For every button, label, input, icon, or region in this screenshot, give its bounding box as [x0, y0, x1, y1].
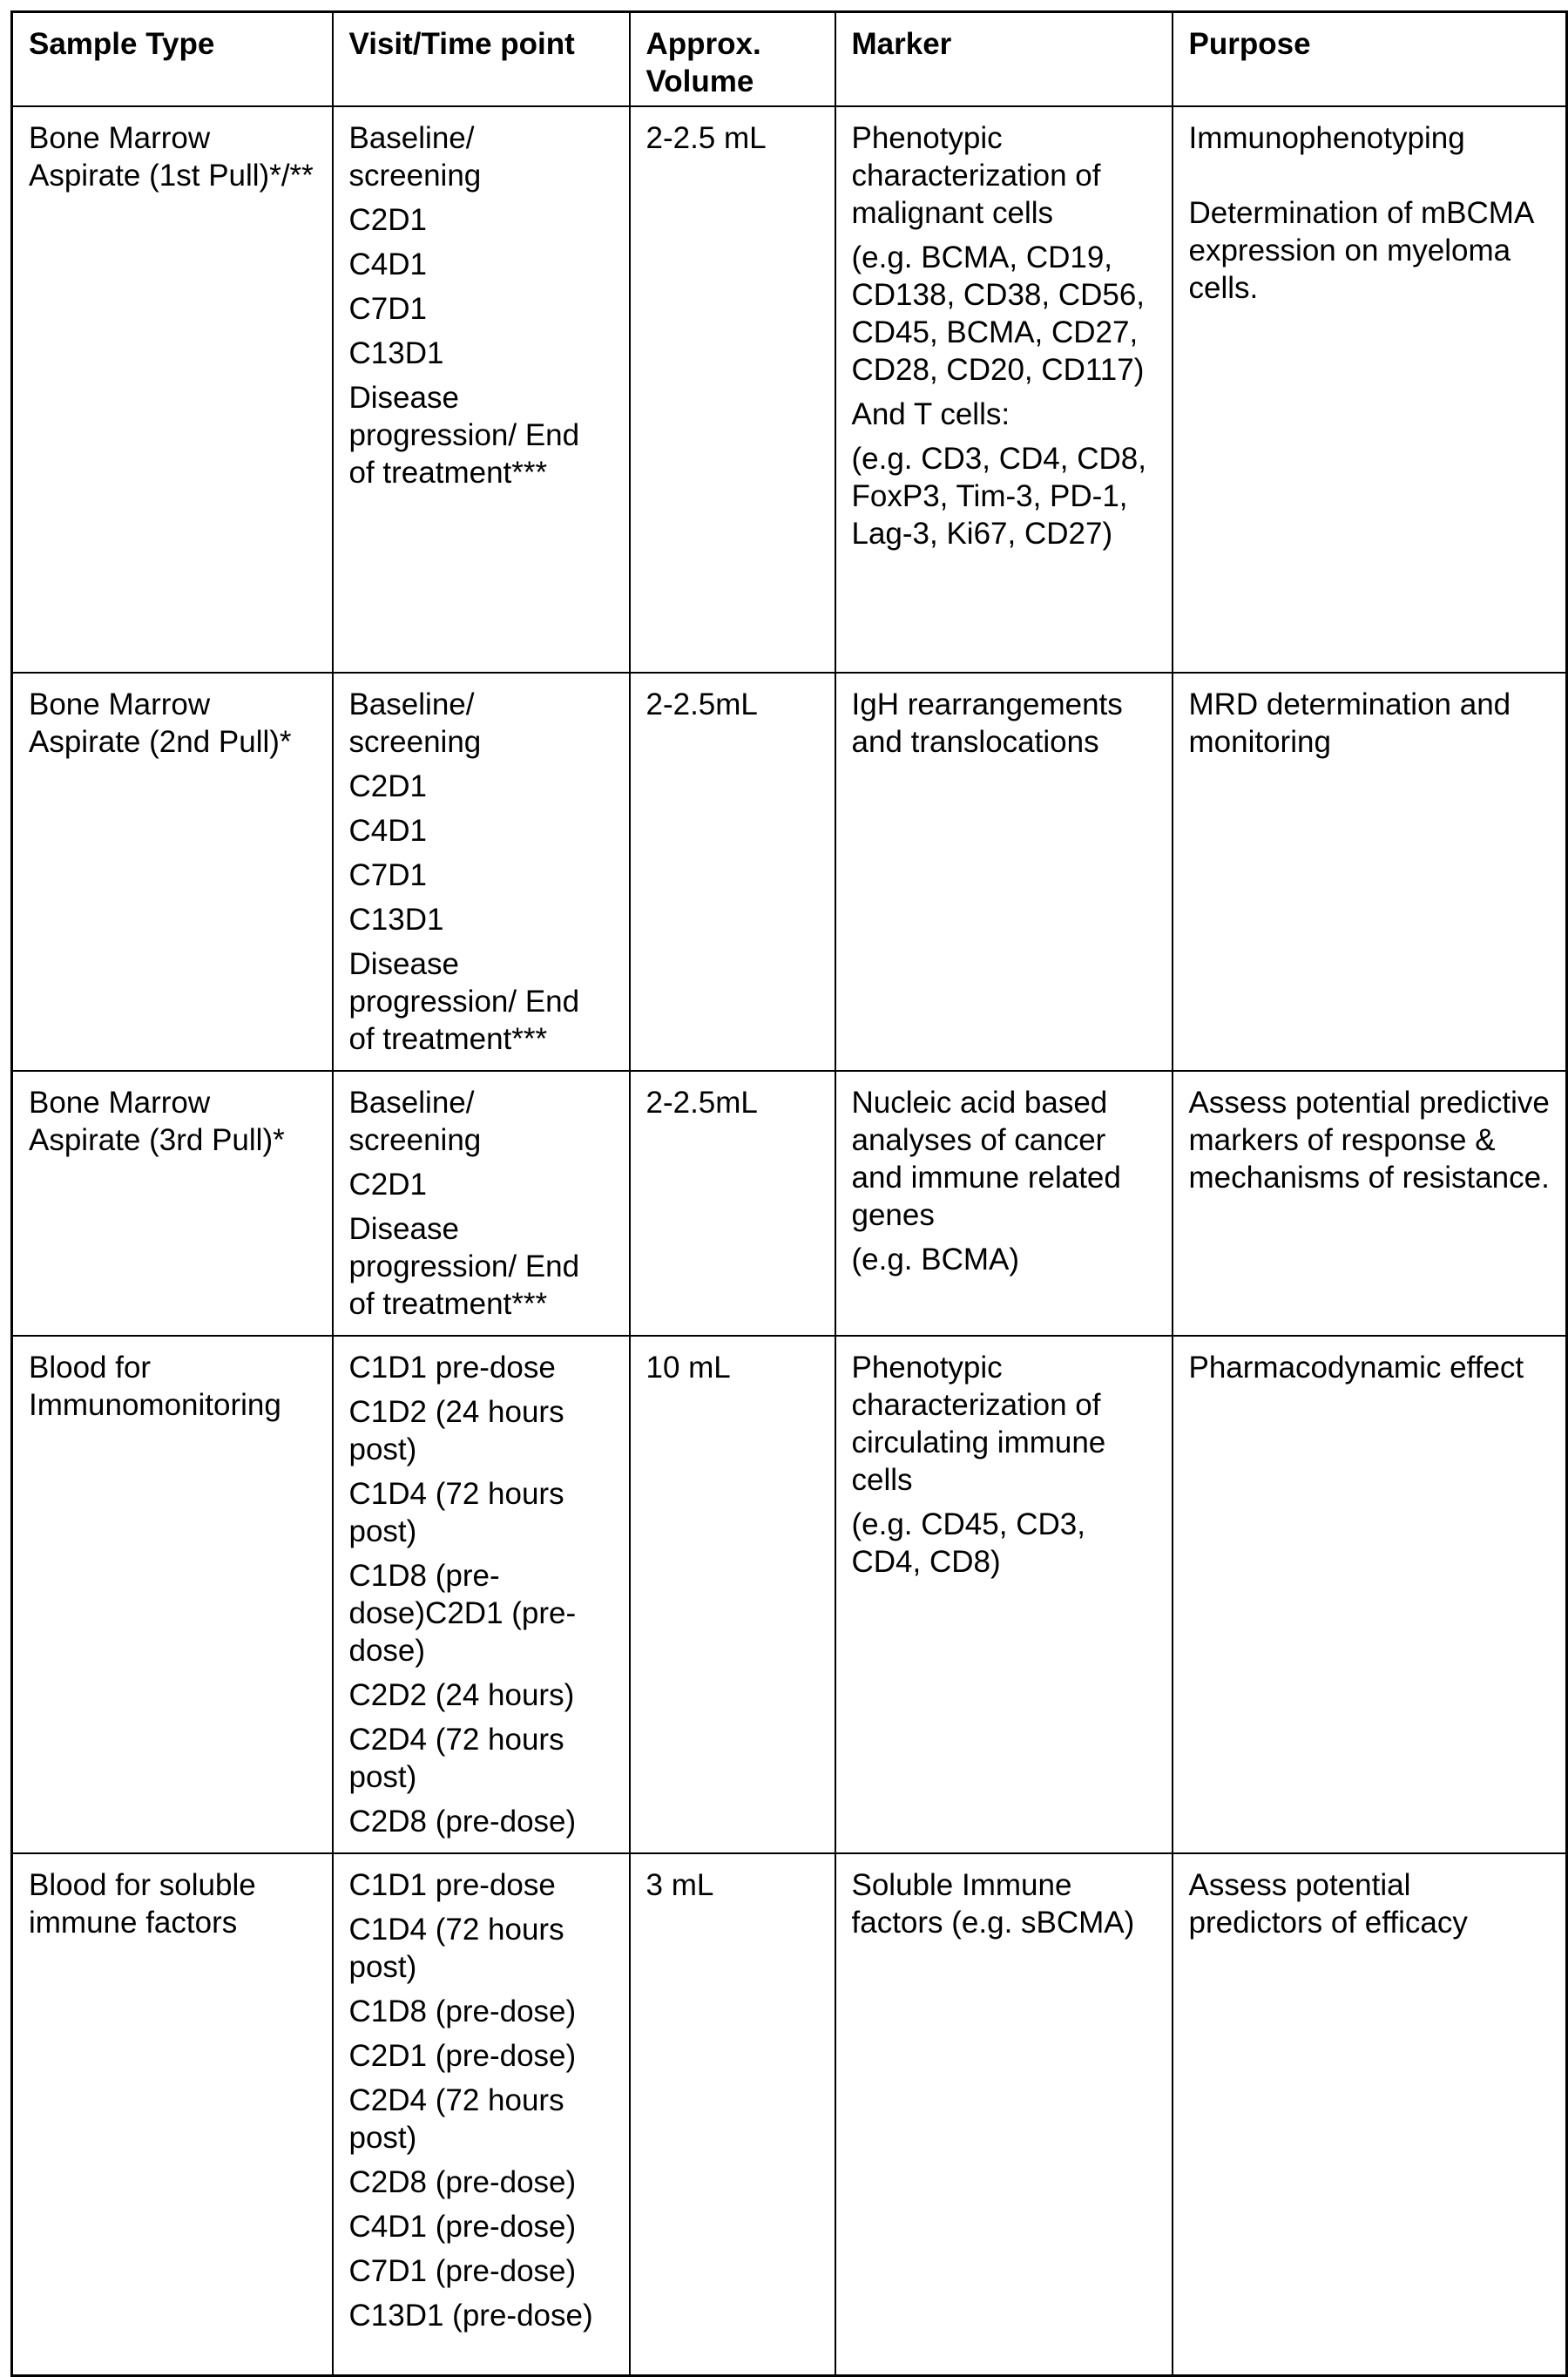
marker-cell [835, 1336, 1173, 1853]
visit-cell [333, 106, 630, 673]
visit-item: C7D1 (pre-dose) [349, 2252, 613, 2290]
visit-item: C1D1 pre-dose [349, 1349, 613, 1386]
marker-item: Phenotypic characterization of circulating immune cells [852, 1349, 1156, 1499]
purpose-cell [1173, 1853, 1567, 2375]
visit-item: C2D8 (pre-dose) [349, 1803, 613, 1840]
volume-cell [630, 1853, 835, 2375]
visit-cell [333, 1336, 630, 1853]
volume-cell [630, 1071, 835, 1336]
visit-item: C2D4 (72 hours post) [349, 1721, 613, 1796]
volume: 2-2.5 mL [646, 119, 819, 157]
sample-type: Bone Marrow Aspirate (1st Pull)*/** [29, 119, 316, 194]
header-purpose: Purpose [1173, 12, 1567, 107]
visit-item: Disease progression/ End of treatment*** [349, 379, 613, 491]
volume-cell [630, 106, 835, 673]
visit-item: C1D2 (24 hours post) [349, 1393, 613, 1468]
sample-type: Blood for Immunomonitoring [29, 1349, 316, 1424]
visit-item: C7D1 [349, 290, 613, 328]
marker-item: IgH rearrangements and translocations [852, 686, 1156, 761]
volume-cell [630, 673, 835, 1071]
marker-item: (e.g. BCMA, CD19, CD138, CD38, CD56, CD45, BCMA, CD27, CD28, CD20, CD117) [852, 239, 1156, 389]
sample-type-cell [12, 1853, 333, 2375]
purpose-item: MRD determination and monitoring [1189, 686, 1551, 761]
purpose-cell [1173, 1071, 1567, 1336]
volume: 2-2.5mL [646, 686, 819, 723]
visit-item: C4D1 [349, 812, 613, 850]
header-approx-volume: Approx. Volume [630, 12, 835, 107]
visit-item: C1D4 (72 hours post) [349, 1475, 613, 1550]
purpose-item: Determination of mBCMA expression on myeloma cells. [1189, 194, 1551, 307]
header-marker: Marker [835, 12, 1173, 107]
table-row [12, 1336, 1567, 1853]
visit-item: C13D1 (pre-dose) [349, 2297, 613, 2334]
visit-cell [333, 1853, 630, 2375]
visit-item: C2D1 [349, 1166, 613, 1203]
visit-item: C4D1 (pre-dose) [349, 2208, 613, 2245]
volume: 10 mL [646, 1349, 819, 1386]
purpose-cell [1173, 1336, 1567, 1853]
sample-type-cell [12, 1336, 333, 1853]
table-row [12, 106, 1567, 673]
marker-item: (e.g. CD3, CD4, CD8, FoxP3, Tim-3, PD-1, Lag-3, Ki67, CD27) [852, 440, 1156, 552]
table-row [12, 1853, 1567, 2375]
volume: 2-2.5mL [646, 1084, 819, 1121]
visit-item: C1D8 (pre-dose) [349, 1993, 613, 2030]
marker-cell [835, 1853, 1173, 2375]
visit-item: C2D4 (72 hours post) [349, 2082, 613, 2157]
purpose-item: Assess potential predictors of efficacy [1189, 1866, 1551, 1941]
marker-item: Soluble Immune factors (e.g. sBCMA) [852, 1866, 1156, 1941]
visit-item: C2D8 (pre-dose) [349, 2164, 613, 2201]
table-row [12, 1071, 1567, 1336]
sample-type-cell [12, 673, 333, 1071]
purpose-item: Pharmacodynamic effect [1189, 1349, 1551, 1386]
visit-item: C2D1 [349, 201, 613, 239]
visit-item: Baseline/ screening [349, 119, 613, 194]
sample-type: Bone Marrow Aspirate (3rd Pull)* [29, 1084, 316, 1159]
sample-type-cell [12, 106, 333, 673]
visit-item: C4D1 [349, 246, 613, 283]
visit-item: C7D1 [349, 857, 613, 894]
visit-item: C2D2 (24 hours) [349, 1676, 613, 1714]
marker-cell [835, 673, 1173, 1071]
marker-cell [835, 106, 1173, 673]
header-row [12, 12, 1567, 107]
visit-item: C13D1 [349, 335, 613, 372]
table-row [12, 673, 1567, 1071]
header-visit-time-point: Visit/Time point [333, 12, 630, 107]
visit-item: C13D1 [349, 901, 613, 938]
marker-item: Phenotypic characterization of malignant cells [852, 119, 1156, 232]
visit-cell [333, 1071, 630, 1336]
header-sample-type: Sample Type [12, 12, 333, 107]
sample-collection-table [10, 10, 1568, 2377]
marker-item: Nucleic acid based analyses of cancer and immune related genes [852, 1084, 1156, 1234]
purpose-item: Assess potential predictive markers of response & mechanisms of resistance. [1189, 1084, 1551, 1196]
visit-item: Baseline/ screening [349, 686, 613, 761]
sample-type: Blood for soluble immune factors [29, 1866, 316, 1941]
visit-item: C2D1 (pre-dose) [349, 2037, 613, 2075]
visit-item: C1D4 (72 hours post) [349, 1911, 613, 1986]
visit-item: C1D8 (pre-dose)C2D1 (pre-dose) [349, 1557, 613, 1669]
purpose-cell [1173, 673, 1567, 1071]
marker-item: And T cells: [852, 396, 1156, 433]
marker-item: (e.g. CD45, CD3, CD4, CD8) [852, 1506, 1156, 1581]
purpose-item: Immunophenotyping [1189, 119, 1551, 157]
marker-cell [835, 1071, 1173, 1336]
visit-item: Disease progression/ End of treatment*** [349, 945, 613, 1058]
volume: 3 mL [646, 1866, 819, 1904]
sample-type-cell [12, 1071, 333, 1336]
visit-item: C2D1 [349, 768, 613, 805]
visit-item: Baseline/ screening [349, 1084, 613, 1159]
volume-cell [630, 1336, 835, 1853]
visit-item: C1D1 pre-dose [349, 1866, 613, 1904]
visit-cell [333, 673, 630, 1071]
purpose-cell [1173, 106, 1567, 673]
marker-item: (e.g. BCMA) [852, 1241, 1156, 1278]
visit-item: Disease progression/ End of treatment*** [349, 1210, 613, 1323]
sample-type: Bone Marrow Aspirate (2nd Pull)* [29, 686, 316, 761]
